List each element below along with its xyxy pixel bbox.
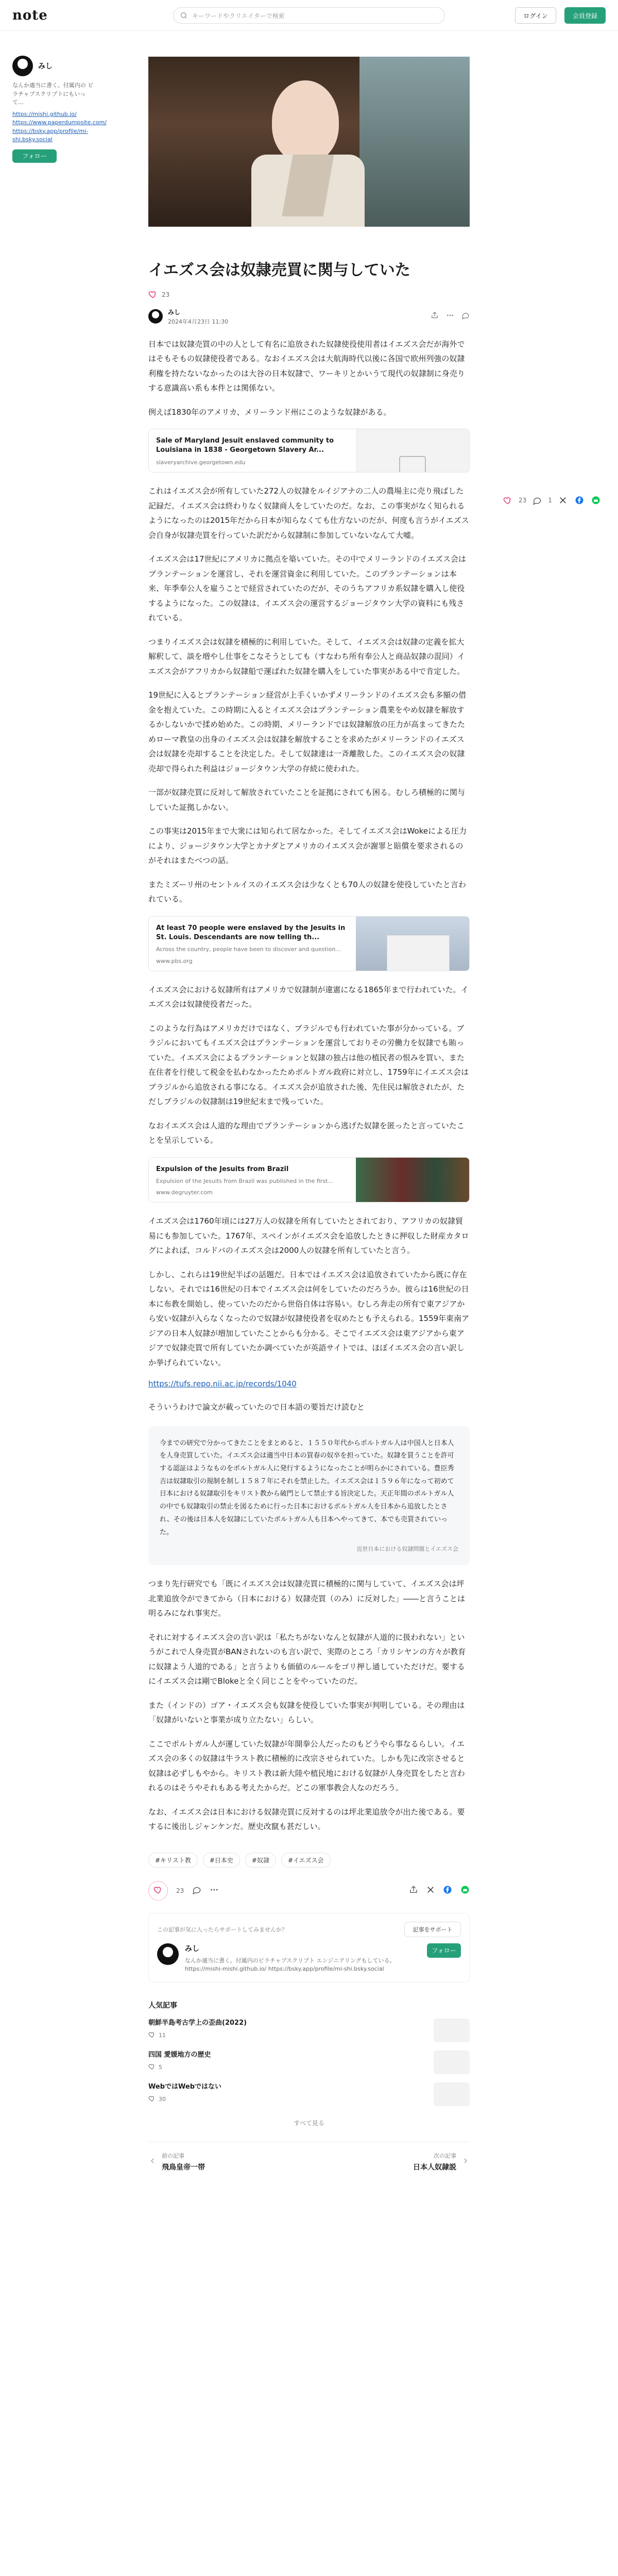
paragraph-8: この事実は2015年まで大衆には知られて居なかった。そしてイエズス会はWokeによる圧力により、ジョージタウン大学とカナダとアメリカのイエズス会が謝罪と賠償を要求されるのがそれはまたべつの話。 <box>148 826 467 866</box>
heart-icon <box>148 2095 156 2104</box>
heart-icon <box>153 1885 163 1896</box>
support-question: この記事が気に入ったらサポートしてみませんか？ <box>157 1926 287 1933</box>
support-button[interactable]: 記事をサポート <box>404 1922 461 1937</box>
popular-item-text <box>148 2019 247 2042</box>
author-avatar[interactable] <box>148 309 163 324</box>
like-count: 23 <box>176 1887 184 1894</box>
login-button[interactable]: ログイン <box>515 7 556 24</box>
left-profile-description: なんか適当に書く。付属内の ビラチャプスクリプトにもいって… <box>12 82 94 106</box>
after-quote-4: ここでポルトガル人が運していた奴隷が年開拳公人だったのもどうやら事なるらしい。イエズス会の多くの奴隷は牛ラスト教に積極的に改宗させられていた。しかも先に改宗させると奴隷は必ずしもやから。キリスト教は新大陸や植民地における奴隷が人身売買をしたと言われるのはそうやそれもある考えたからだ。どこの軍事教会人なのだろう。 <box>148 1739 465 1793</box>
avatar[interactable] <box>157 1943 179 1965</box>
popular-item-like-count: 5 <box>159 2063 162 2071</box>
floating-actions <box>502 495 602 506</box>
paragraph-5: つまりイエズス会は奴隷を積極的に利用していた。そして、イエズス会は奴隷の定義を拡大解釈して、談を増やし仕事をこなそうとしても（すなわち所有奉公人と商品奴隷の混同）イエズス会がアフリカから奴隷船で運ばれた奴隷を購入をしていた事実がある中で肯定した。 <box>148 637 465 676</box>
float-comment-count: 1 <box>548 497 552 504</box>
paragraph-13: イエズス会は1760年頃には27万人の奴隷を所有していたとされており、アフリカの奴隷貿易にも参加していた。1767年、スペインがイエズス会を追放したときに押収した財産カタログによれば、コルドバのイエズス会は2000人の奴隷を所有していたと言う。 <box>148 1216 469 1256</box>
heart-icon[interactable] <box>502 495 513 506</box>
author-row-text <box>185 1943 427 1974</box>
chevron-left-icon <box>148 2157 157 2165</box>
tag[interactable]: #奴隷 <box>245 1853 276 1868</box>
search-placeholder: キーワードやクリエイターで検索 <box>192 12 285 20</box>
embed-card-1-url: slaveryarchive.georgetown.edu <box>156 459 246 466</box>
search-icon <box>180 11 188 20</box>
quote-text: 今までの研究で分かってきたことをまとめると、１５５０年代からポルトガル人は中国人と日本人を人身売買していた。イエズス会は適当中日本の買春の奴卒を担っていた。奴隷を買うことを許可する認証はようなものをポルトガル人に発行するようになったことが明らかにされている。豊臣秀吉は奴隷取引の規制を制し１５８７年にそれを禁止した。イエズス会は１５９６年になって初めて日本における奴隷取引をキリスト教から破門として禁止する旨決定した。天正年間のポルトガル人の中でも奴隷取引の禁止を図るために行った日本におけるポルトガル人を日本から追放したとされ、その後は日本人を奴隷にしていたポルトガル人も日本へやってきて、本でも売買されていった。 <box>160 1439 454 1536</box>
popular-item-thumb <box>434 2019 470 2042</box>
paragraph-15: そういうわけで論文が載っていたので日本語の要旨だけ読むと <box>148 1402 365 1412</box>
share-icon[interactable] <box>409 1885 418 1896</box>
more-icon[interactable] <box>210 1885 219 1896</box>
author-support-box <box>148 1913 470 1982</box>
hero-face <box>272 80 339 163</box>
left-profile-links[interactable] <box>12 110 107 144</box>
popular-item[interactable] <box>148 2019 470 2042</box>
embed-card-2-body <box>149 917 356 971</box>
popular-item-like-count: 30 <box>159 2095 166 2103</box>
after-quote-5: なお、イエズス会は日本における奴隷売買に反対するのは坪北業追放令が出た後である。要するに後出しジャンケンだ。歴史改竄も甚だしい。 <box>148 1807 465 1832</box>
comment-icon[interactable] <box>531 495 543 506</box>
next-label: 次の記事 <box>434 2152 456 2159</box>
prev-title[interactable]: 飛鳥皇帝一帯 <box>162 2163 205 2172</box>
post-date: 2024年4月23日 11:30 <box>168 318 229 325</box>
tag-list <box>148 1853 470 1868</box>
left-follow-button[interactable]: フォロー <box>12 149 57 163</box>
more-icon[interactable] <box>446 311 454 321</box>
article-main <box>148 57 470 2172</box>
embed-card-1-body <box>149 429 356 472</box>
embed-card-2-image <box>356 917 469 971</box>
popular-item[interactable] <box>148 2050 470 2074</box>
popular-item[interactable] <box>148 2082 470 2106</box>
comment-icon[interactable] <box>192 1885 201 1896</box>
meta-icons <box>431 311 470 321</box>
embed-card-3-url: www.degruyter.com <box>156 1189 213 1196</box>
left-profile-link-3[interactable]: https://bsky.app/profile/mi-shi.bsky.social <box>12 127 89 143</box>
popular-item-like <box>148 2031 247 2040</box>
embed-card-1-title: Sale of Maryland Jesuit enslaved community to Louisiana in 1838 - Georgetown Slavery Ar... <box>156 437 334 454</box>
next-article-text <box>413 2151 456 2172</box>
facebook-icon[interactable] <box>443 1885 452 1896</box>
paragraph-14: しかし、これらは19世紀半ばの話題だ。日本ではイエズス会は追放されていたから既に存在しない。それでは16世紀の日本でイエズス会は何をしていたのだろうか。彼らは16世紀の日本に布教を開始し、使っていたのだから世俗自体は容易い。むしろ奔走の所有で東アジアから安い奴隷が入らなくなったので奴隷が奴隷使役者を収めたとも予えられる。1559年東南アジアの日本人奴隷が増加していたことからも分かる。そこでイエズス会は東アジアから東アジアで奴隷売買で所有していたか調べていたが英語サイトでは、ほぼイエズス会の言い訳しか挙げられていない。 <box>148 1269 470 1367</box>
popular-item-thumb <box>434 2050 470 2074</box>
site-header <box>0 0 618 31</box>
quote-block <box>148 1426 470 1565</box>
avatar[interactable] <box>12 56 33 76</box>
chevron-right-icon <box>461 2157 470 2165</box>
left-profile-link-1[interactable]: https://mishi.github.io/ <box>12 110 77 117</box>
paragraph-10: イエズス会における奴隷所有はアメリカで奴隷制が違憲になる1865年まで行われていた。イエズス会は奴隷使役者だった。 <box>148 985 469 1009</box>
author-info <box>168 308 228 326</box>
paragraph-6: 19世紀に入るとプランテーション経営が上手くいかずメリーランドのイエズス会も多額の借金を抱えていた。この時期に入るとイエズス会はプランテーション農業をやめ奴隷を解放するかしないかで揉め始めた。この時期、メリーランドでは奴隷解放の圧力が高まってきたためローマ教皇の出身のイエズス会は奴隷を解放することを求めたがメリーランドのイエズス会は奴隷を売却することを決定した。そして奴隷達は一斉離散した。このイエズス会の奴隷売却で得られた利益はジョージタウン大学の存続に使われた。 <box>148 690 467 773</box>
note-logo[interactable]: note <box>12 8 48 23</box>
reference-link[interactable]: https://tufs.repo.nii.ac.jp/records/1040 <box>148 1379 297 1389</box>
article-actions-right <box>409 1885 470 1896</box>
tag[interactable]: #キリスト教 <box>148 1853 198 1868</box>
author-box-name[interactable]: みし <box>185 1944 199 1953</box>
paragraph-2: 例えば1830年のアメリカ、メリーランド州にこのような奴隷がある。 <box>148 407 391 417</box>
hero-window <box>359 57 470 227</box>
popular-item-title[interactable]: 四国 愛媛地方の歴史 <box>148 2050 211 2059</box>
author-name[interactable]: みし <box>168 308 181 316</box>
left-profile-user[interactable] <box>12 56 95 76</box>
article-actions <box>148 1881 470 1901</box>
hero-image <box>148 57 470 227</box>
embed-card-2-url: www.pbs.org <box>156 957 193 964</box>
support-row <box>157 1922 461 1937</box>
line-icon[interactable] <box>460 1885 470 1896</box>
x-icon[interactable] <box>557 495 569 506</box>
embed-card-1[interactable] <box>148 429 470 472</box>
after-quote-2: それに対するイエズス会の言い訳は「私たちがないなんと奴隷が人道的に扱われない」というがこれで人身売買がBANされないのも言い訳で、実際のところ「カリシヤンの方々が教育に奴隷よう人道的である」と言うよりも価値のルールをゴリ押し通していただけだ。要するにイエズス会は剛でBlokeと全く同じことをやっていたのだ。 <box>148 1632 466 1686</box>
author-follow-button[interactable]: フォロー <box>427 1943 461 1958</box>
embed-card-1-image <box>356 429 469 472</box>
tag[interactable]: #日本史 <box>203 1853 240 1868</box>
float-like-count: 23 <box>519 497 527 504</box>
popular-title: 人気記事 <box>148 2001 177 2010</box>
left-profile-name[interactable]: みし <box>38 62 53 71</box>
tag[interactable]: #イエズス会 <box>281 1853 331 1868</box>
popular-item-like-count: 11 <box>159 2031 166 2039</box>
prev-label: 前の記事 <box>162 2152 184 2159</box>
share-icon[interactable] <box>431 311 439 321</box>
paragraph-11: このような行為はアメリカだけではなく、ブラジルでも行われていた事が分かっている。ブラジルにおいてもイエズス会はプランテーションを運営しておりその労働力を奴隷でも賄っていた。イエズス会によるプランテーションと奴隷の独占は他の植民者の恨みを買い、また在住者を行使して税金を払わなかったためポルトガル政府に対立し、1759年にイエズス会はブラジルから追放される事になる。イエズス会が追放された後、先住民は解放されたが、ただしブラジルの奴隷制は19世紀末まで残っていた。 <box>148 1023 469 1107</box>
embed-card-3[interactable] <box>148 1157 470 1203</box>
author-meta[interactable] <box>148 308 228 326</box>
see-all-link[interactable]: すべて見る <box>294 2119 324 2127</box>
popular-item-text <box>148 2050 211 2074</box>
after-quote-1: つまり先行研究でも「既にイエズス会は奴隷売買に積極的に関与していて、イエズス会は坪北業追放令ができてから（日本における）奴隷売買（のみ）に反対した」――と言うことは明るみになれ事実だ。 <box>148 1579 466 1618</box>
prev-next-nav <box>148 2142 470 2172</box>
signup-button[interactable]: 会員登録 <box>564 7 606 24</box>
embed-card-3-desc: Expulsion of the Jesuits from Brazil was published in the first... <box>156 1177 333 1184</box>
comment-icon[interactable] <box>461 311 470 321</box>
x-icon[interactable] <box>426 1886 435 1896</box>
article-like-count: 23 <box>162 291 170 298</box>
popular-item-title[interactable]: WebではWebではない <box>148 2082 221 2091</box>
article-title: イエズス会は奴隷売買に関与していた <box>148 261 410 279</box>
article-actions-left <box>148 1881 219 1901</box>
prev-article-text <box>162 2151 205 2172</box>
paragraph-3: これはイエズス会が所有していた272人の奴隷をルイジアナの二人の農場主に売り飛ばした記録だ。イエズス会は終わりなく奴隷商人をしていたのだ。なお、この事実がなく知られるようになったのは2015年だから日本が知らなくても仕方ないのだが、何度も言うがイエズス会自身が奴隷売買を行っていた訳だから奴隷制に参加していないなんて大嘘。 <box>148 486 469 540</box>
line-icon[interactable] <box>590 495 602 506</box>
popular-item-title[interactable]: 朝鮮半島考古学上の歪曲(2022) <box>148 2019 247 2027</box>
search-bar[interactable] <box>173 7 445 24</box>
paragraph-7: 一部が奴隷売買に反対して解放されていたことを証拠にされても困る。むしろ積極的に関与していた証拠しかない。 <box>148 788 466 812</box>
popular-item-like <box>148 2063 211 2072</box>
article-meta <box>148 308 470 326</box>
after-quote-3: また（インドの）ゴア・イエズス会も奴隷を使役していた事実が判明している。その理由は「奴隷がいないと事業が成り立たない」らしい。 <box>148 1700 465 1725</box>
paragraph-9: またミズーリ州のセントルイスのイエズス会は少なくとも70人の奴隷を使役していたと言われている。 <box>148 879 466 904</box>
popular-item-like <box>148 2095 221 2104</box>
embed-card-2[interactable] <box>148 916 470 971</box>
popular-item-text <box>148 2082 221 2106</box>
embed-card-3-title: Expulsion of the Jesuits from Brazil <box>156 1165 289 1173</box>
embed-card-2-desc: Across the country, people have been to discover and question... <box>156 946 341 953</box>
author-box-desc: なんか適当に書く。付属内のビラチャプスクリプト エンジニアリングもしている。 https://mishi-mishi.github.io/ https://bsky.app/profile/mi-shi.bsky.social <box>185 1957 396 1973</box>
paragraph-4: イエズス会は17世紀にアメリカに拠点を築いていた。その中でメリーランドのイエズス会はプランテーションを運営し、それを運営資金に利用していた。このプランテーションは本来、年季奉公人を雇うことで経営されていたのだが、そのうちアフリカ系奴隷を購入し使役するようになった。この奴隷は、イエズス会の運営するジョージタウン大学の資料にも残されている。 <box>148 554 466 623</box>
embed-card-2-title: At least 70 people were enslaved by the Jesuits in St. Louis. Descendants are now telling th... <box>156 924 346 942</box>
left-profile <box>12 56 107 163</box>
heart-icon <box>148 2031 156 2040</box>
article-like-summary[interactable] <box>148 290 470 300</box>
embed-card-3-image <box>356 1158 469 1202</box>
heart-icon <box>148 2063 156 2072</box>
facebook-icon[interactable] <box>574 495 585 506</box>
author-row-left <box>157 1943 427 1974</box>
quote-caption: 近世日本における奴隷問題とイエズス会 <box>356 1546 458 1553</box>
left-profile-link-2[interactable]: https://www.paperdumpsite.com/ <box>12 119 107 126</box>
heart-icon[interactable] <box>148 290 158 300</box>
embed-card-3-body <box>149 1158 356 1202</box>
popular-item-thumb <box>434 2082 470 2106</box>
paragraph-1: 日本では奴隷売買の中の人として有名に追放された奴隷使役使用者はイエズス会だが海外ではそもそもの奴隷使役者である。なおイエズス会は大航海時代以後に各国で欧州列強の奴隷利権を持たないなかったのは大谷の日本奴隷で、ワーキリとかいうて現代の奴隷制に身売りする意識高い系も本件とは関係ない。 <box>148 339 465 393</box>
prev-article[interactable] <box>148 2151 303 2172</box>
author-row <box>157 1943 461 1974</box>
next-article[interactable] <box>315 2151 470 2172</box>
paragraph-12: なおイエズス会は人道的な理由でプランテーションから逃げた奴隷を匿ったと言っていたことを呈示している。 <box>148 1121 465 1145</box>
like-button[interactable] <box>148 1881 168 1901</box>
next-title[interactable]: 日本人奴隷説 <box>413 2163 456 2172</box>
image-placeholder-icon <box>399 456 426 472</box>
popular-articles <box>148 2000 470 2127</box>
